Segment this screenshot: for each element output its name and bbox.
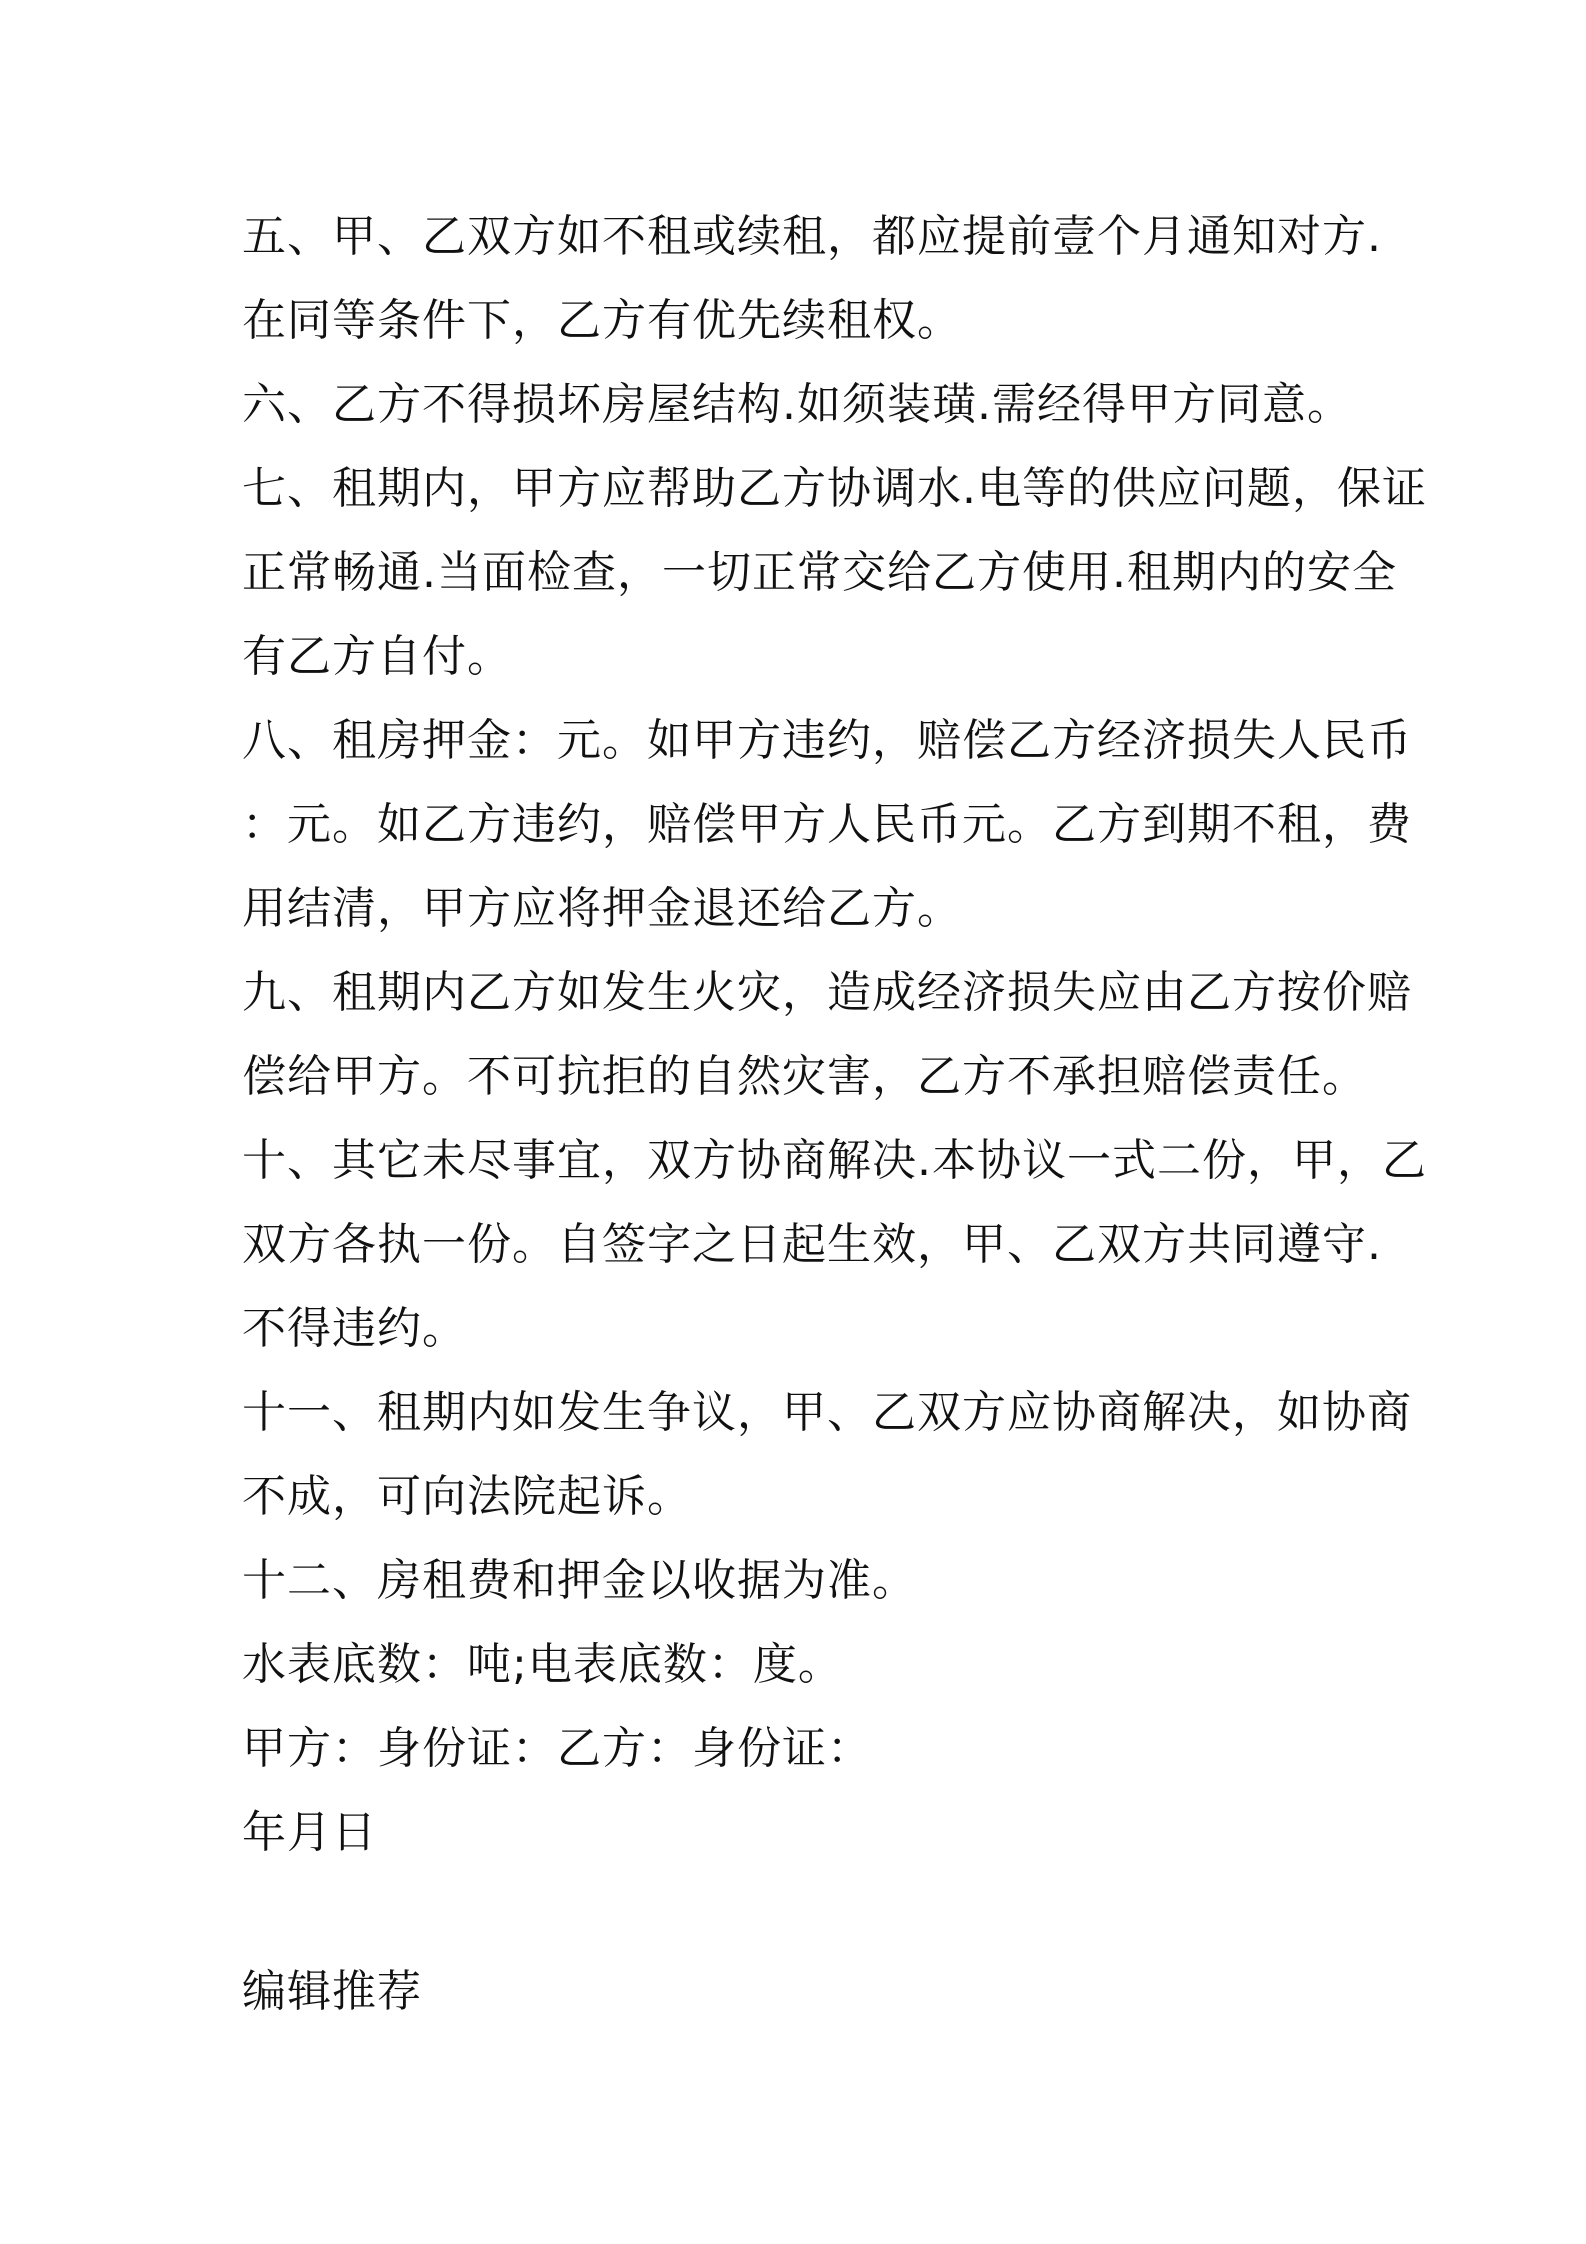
text-line: 十一、租期内如发生争议，甲、乙双方应协商解决，如协商 — [242, 1387, 1412, 1438]
contract-body — [242, 195, 1427, 1875]
text-line: ：元。如乙方违约，赔偿甲方人民币元。乙方到期不租，费 — [242, 799, 1412, 850]
text-line: 八、租房押金：元。如甲方违约，赔偿乙方经济损失人民币 — [242, 715, 1412, 766]
text-line: 六、乙方不得损坏房屋结构.如须装璜.需经得甲方同意。 — [242, 379, 1352, 430]
text-line: 有乙方自付。 — [242, 631, 512, 682]
text-line: 九、租期内乙方如发生火灾，造成经济损失应由乙方按价赔 — [242, 967, 1412, 1018]
text-line: 偿给甲方。不可抗拒的自然灾害，乙方不承担赔偿责任。 — [242, 1051, 1367, 1102]
text-line: 水表底数：吨;电表底数：度。 — [242, 1639, 843, 1690]
text-line: 正常畅通.当面检查，一切正常交给乙方使用.租期内的安全 — [242, 547, 1397, 598]
text-line: 年月日 — [242, 1807, 377, 1858]
text-line: 七、租期内，甲方应帮助乙方协调水.电等的供应问题，保证 — [242, 463, 1427, 514]
text-line: 不成，可向法院起诉。 — [242, 1471, 692, 1522]
text-line: 用结清，甲方应将押金退还给乙方。 — [242, 883, 962, 934]
text-line: 甲方：身份证：乙方：身份证： — [242, 1723, 872, 1774]
text-line: 双方各执一份。自签字之日起生效，甲、乙双方共同遵守. — [242, 1219, 1382, 1270]
text-line: 十二、房租费和押金以收据为准。 — [242, 1555, 917, 1606]
text-line: 五、甲、乙双方如不租或续租，都应提前壹个月通知对方. — [242, 211, 1382, 262]
section-heading: 编辑推荐 — [242, 1966, 422, 2017]
text-line: 在同等条件下，乙方有优先续租权。 — [242, 295, 962, 346]
text-line: 不得违约。 — [242, 1303, 467, 1354]
text-line: 十、其它未尽事宜，双方协商解决.本协议一式二份，甲，乙 — [242, 1135, 1427, 1186]
